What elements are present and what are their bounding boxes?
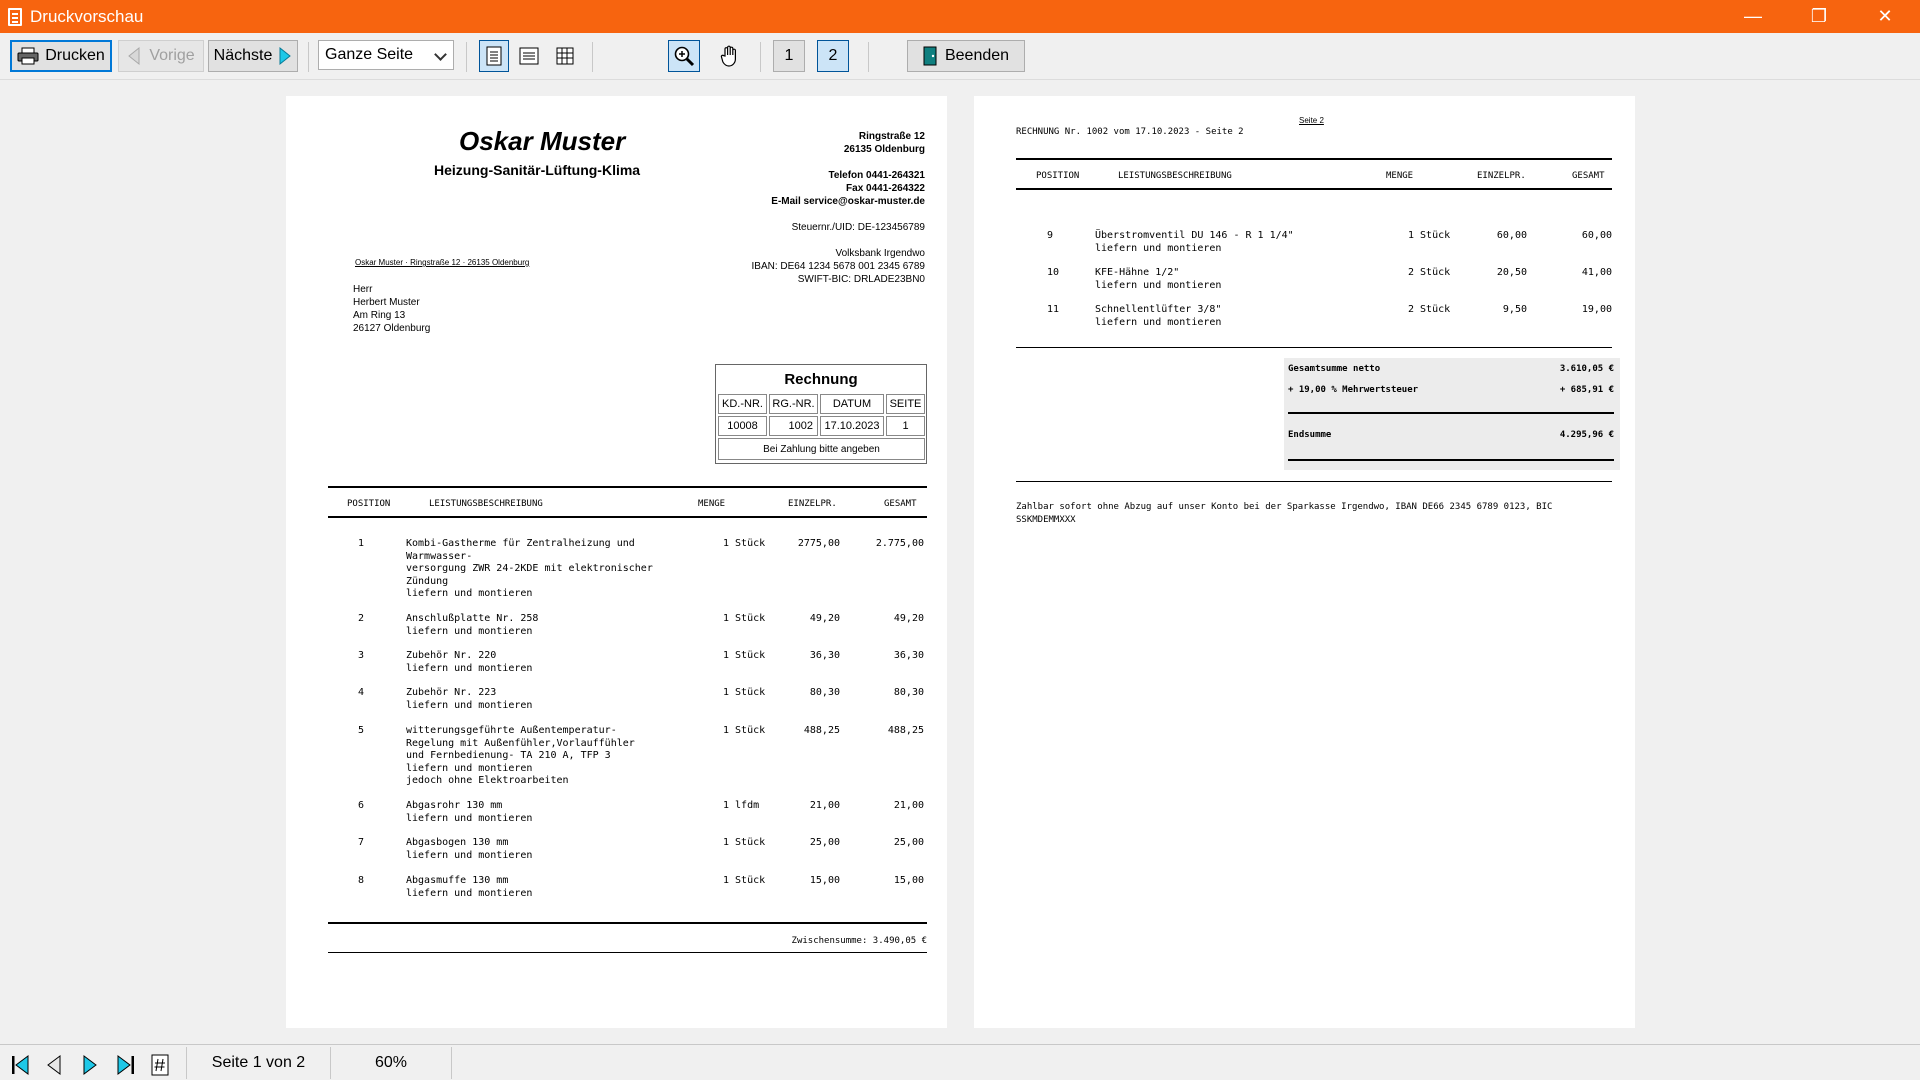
item-description-line: liefern und montieren bbox=[1095, 279, 1222, 291]
company-city: 26135 Oldenburg bbox=[843, 144, 925, 155]
last-page-button[interactable] bbox=[112, 1051, 140, 1079]
item-total: 15,00 bbox=[893, 875, 924, 886]
item-description-line: Abgasbogen 130 mm bbox=[406, 837, 509, 848]
end-total-label: Endsumme bbox=[1288, 430, 1332, 440]
table-header-rule bbox=[1016, 188, 1612, 190]
zoom-button[interactable] bbox=[668, 40, 700, 72]
item-description-line: liefern und montieren bbox=[406, 887, 533, 899]
item-quantity: 2 Stück bbox=[1408, 304, 1451, 315]
item-unit-price: 49,20 bbox=[809, 613, 840, 624]
date-value: 17.10.2023 bbox=[820, 416, 884, 436]
zoom-level: 60% bbox=[330, 1047, 452, 1079]
payment-note-line-2: SSKMDEMMXXX bbox=[1016, 515, 1076, 525]
item-unit-price: 36,30 bbox=[809, 650, 840, 661]
item-unit-price: 80,30 bbox=[809, 687, 840, 698]
magnifier-zoom-icon bbox=[673, 45, 695, 67]
totals-middle-rule bbox=[1288, 412, 1614, 414]
previous-page-status-button[interactable] bbox=[40, 1051, 68, 1079]
previous-page-button[interactable] bbox=[118, 40, 204, 72]
header-customer-number: KD.-NR. bbox=[718, 394, 767, 414]
zoom-mode-select[interactable] bbox=[318, 40, 454, 70]
zoom-mode-value: Ganze Seite bbox=[325, 46, 414, 63]
bank-name: Volksbank Irgendwo bbox=[835, 248, 925, 259]
net-total-label: Gesamtsumme netto bbox=[1288, 364, 1381, 374]
recipient-street: Am Ring 13 bbox=[353, 310, 406, 321]
preview-page-1 bbox=[286, 96, 947, 1028]
invoice-number-value: 1002 bbox=[769, 416, 818, 436]
arrow-right-icon bbox=[278, 46, 292, 66]
grid-icon bbox=[555, 46, 575, 66]
close-button[interactable]: ✕ bbox=[1877, 6, 1893, 26]
col-header-position: POSITION bbox=[1036, 171, 1080, 181]
exit-button-label: Beenden bbox=[944, 47, 1010, 64]
item-description-line: Kombi-Gastherme für Zentralheizung und bbox=[406, 538, 635, 549]
arrow-right-icon bbox=[81, 1053, 99, 1077]
item-description-line: witterungsgeführte Außentemperatur- bbox=[406, 725, 617, 736]
item-description-line: Abgasrohr 130 mm bbox=[406, 800, 503, 811]
item-quantity: 1 Stück bbox=[723, 613, 766, 624]
col-header-position: POSITION bbox=[347, 499, 391, 509]
col-header-unit-price: EINZELPR. bbox=[788, 499, 837, 509]
subtotal-top-rule bbox=[328, 922, 927, 924]
arrow-left-icon bbox=[127, 46, 141, 66]
vat-value: + 685,91 € bbox=[1559, 385, 1614, 395]
table-top-rule bbox=[328, 486, 927, 488]
subtotal: Zwischensumme: 3.490,05 € bbox=[791, 936, 927, 946]
item-description-line: liefern und montieren bbox=[406, 588, 533, 599]
payment-note-top-rule bbox=[1016, 481, 1612, 482]
payment-reference-note: Bei Zahlung bitte angeben bbox=[718, 438, 925, 460]
header-date: DATUM bbox=[820, 394, 884, 414]
item-total: 19,00 bbox=[1581, 304, 1612, 315]
item-total: 80,30 bbox=[893, 687, 924, 698]
totals-block bbox=[1284, 358, 1620, 470]
maximize-button[interactable]: ❐ bbox=[1810, 6, 1828, 26]
item-total: 25,00 bbox=[893, 837, 924, 848]
item-unit-price: 15,00 bbox=[809, 875, 840, 886]
status-bar bbox=[0, 1044, 1920, 1080]
bank-swift: SWIFT-BIC: DRLADE23BN0 bbox=[797, 274, 925, 285]
print-button[interactable] bbox=[10, 40, 112, 72]
totals-bottom-rule bbox=[1288, 459, 1614, 461]
end-total-value: 4.295,96 € bbox=[1559, 430, 1614, 440]
customer-number-value: 10008 bbox=[718, 416, 767, 436]
item-total: 21,00 bbox=[893, 800, 924, 811]
pan-hand-button[interactable] bbox=[714, 40, 746, 72]
bank-iban: IBAN: DE64 1234 5678 001 2345 6789 bbox=[751, 261, 925, 272]
item-position: 7 bbox=[358, 837, 365, 848]
item-quantity: 1 Stück bbox=[723, 687, 766, 698]
item-quantity: 2 Stück bbox=[1408, 267, 1451, 278]
item-description-line: Zubehör Nr. 220 bbox=[406, 650, 497, 661]
page-1-button[interactable]: 1 bbox=[773, 40, 805, 72]
item-description-line: KFE-Hähne 1/2" bbox=[1095, 267, 1180, 278]
item-unit-price: 21,00 bbox=[809, 800, 840, 811]
col-header-quantity: MENGE bbox=[698, 499, 726, 509]
exit-button[interactable] bbox=[907, 40, 1025, 72]
goto-page-button[interactable] bbox=[146, 1051, 174, 1079]
item-description-line: Schnellentlüfter 3/8" bbox=[1095, 304, 1222, 315]
toolbar-separator bbox=[308, 42, 309, 72]
subtotal-bottom-rule bbox=[328, 952, 927, 953]
company-street: Ringstraße 12 bbox=[858, 131, 925, 142]
item-position: 5 bbox=[358, 725, 365, 736]
item-description-line: jedoch ohne Elektroarbeiten bbox=[406, 775, 569, 786]
minimize-button[interactable]: — bbox=[1744, 6, 1762, 26]
preview-area[interactable] bbox=[0, 81, 1920, 1044]
item-position: 9 bbox=[1047, 230, 1054, 241]
item-position: 11 bbox=[1047, 304, 1060, 315]
item-description-line: Regelung mit Außenfühler,Vorlauffühler bbox=[406, 737, 635, 749]
single-page-view-button[interactable] bbox=[479, 40, 509, 72]
item-quantity: 1 Stück bbox=[723, 538, 766, 549]
company-name: Oskar Muster bbox=[459, 126, 626, 156]
vat-label: + 19,00 % Mehrwertsteuer bbox=[1288, 385, 1419, 395]
item-description-line: Zündung bbox=[406, 575, 449, 587]
item-unit-price: 60,00 bbox=[1496, 230, 1527, 241]
preview-page-2 bbox=[974, 96, 1635, 1028]
item-quantity: 1 lfdm bbox=[723, 800, 760, 811]
item-description-line: Anschlußplatte Nr. 258 bbox=[406, 613, 539, 624]
item-description-line: liefern und montieren bbox=[406, 699, 533, 711]
chevron-down-icon bbox=[434, 48, 447, 61]
arrow-left-icon bbox=[45, 1053, 63, 1077]
table-top-rule bbox=[1016, 158, 1612, 160]
item-description-line: liefern und montieren bbox=[406, 662, 533, 674]
print-button-label: Drucken bbox=[45, 47, 105, 64]
item-total: 49,20 bbox=[893, 613, 924, 624]
item-total: 41,00 bbox=[1581, 267, 1612, 278]
next-page-label: Nächste bbox=[213, 47, 273, 64]
item-position: 2 bbox=[358, 613, 365, 624]
item-quantity: 1 Stück bbox=[1408, 230, 1451, 241]
window-title: Druckvorschau bbox=[30, 6, 144, 26]
toolbar-separator bbox=[868, 42, 869, 72]
col-header-total: GESAMT bbox=[1572, 171, 1605, 181]
item-description-line: und Fernbedienung- TA 210 A, TFP 3 bbox=[406, 750, 611, 761]
item-description-line: liefern und montieren bbox=[1095, 316, 1222, 328]
recipient-city: 26127 Oldenburg bbox=[353, 323, 431, 334]
col-header-unit-price: EINZELPR. bbox=[1477, 171, 1526, 181]
single-page-icon bbox=[485, 46, 503, 66]
page-indicator: Seite 1 von 2 bbox=[186, 1047, 330, 1079]
last-page-icon bbox=[115, 1053, 137, 1077]
first-page-button[interactable] bbox=[6, 1051, 34, 1079]
item-description-line: Zubehör Nr. 223 bbox=[406, 687, 497, 698]
item-description-line: Überstromventil DU 146 - R 1 1/4" bbox=[1095, 230, 1294, 241]
item-description-line: liefern und montieren bbox=[406, 812, 533, 824]
printer-icon bbox=[17, 47, 39, 65]
payment-note-line-1: Zahlbar sofort ohne Abzug auf unser Konto bei der Sparkasse Irgendwo, IBAN DE66 2345 6789 0123, BIC bbox=[1016, 502, 1553, 512]
item-description-line: Abgasmuffe 130 mm bbox=[406, 875, 509, 886]
toolbar bbox=[0, 33, 1920, 80]
item-unit-price: 488,25 bbox=[803, 725, 840, 736]
invoice-title: Rechnung bbox=[784, 371, 858, 388]
company-fax: Fax 0441-264322 bbox=[846, 183, 925, 194]
item-description-line: liefern und montieren bbox=[406, 762, 533, 774]
recipient-name: Herbert Muster bbox=[353, 297, 420, 308]
two-pages-view-button[interactable] bbox=[514, 40, 544, 72]
item-total: 2.775,00 bbox=[875, 538, 924, 549]
col-header-quantity: MENGE bbox=[1386, 171, 1414, 181]
recipient-salutation: Herr bbox=[353, 284, 373, 295]
first-page-icon bbox=[9, 1053, 31, 1077]
item-description-line: Warmwasser- bbox=[406, 550, 473, 562]
previous-page-label: Vorige bbox=[149, 47, 195, 64]
page-2-label: Seite 2 bbox=[1299, 116, 1324, 125]
header-page: SEITE bbox=[886, 394, 925, 414]
hand-icon bbox=[720, 45, 740, 67]
invoice-info-box bbox=[715, 364, 927, 464]
item-total: 60,00 bbox=[1581, 230, 1612, 241]
net-total-value: 3.610,05 € bbox=[1559, 364, 1614, 374]
col-header-description: LEISTUNGSBESCHREIBUNG bbox=[1118, 171, 1232, 181]
company-tax-id: Steuernr./UID: DE-123456789 bbox=[791, 222, 925, 233]
print-preview-app-icon bbox=[8, 8, 22, 26]
item-unit-price: 20,50 bbox=[1496, 267, 1527, 278]
item-position: 4 bbox=[358, 687, 365, 698]
item-description-line: liefern und montieren bbox=[1095, 242, 1222, 254]
item-description-line: versorgung ZWR 24-2KDE mit elektronischer bbox=[406, 563, 653, 574]
door-exit-icon bbox=[923, 46, 937, 66]
item-unit-price: 2775,00 bbox=[797, 538, 840, 549]
toolbar-separator bbox=[592, 42, 593, 72]
item-unit-price: 9,50 bbox=[1502, 304, 1527, 315]
item-quantity: 1 Stück bbox=[723, 837, 766, 848]
item-quantity: 1 Stück bbox=[723, 875, 766, 886]
toolbar-separator bbox=[466, 42, 467, 72]
item-total: 488,25 bbox=[887, 725, 924, 736]
multi-page-view-button[interactable] bbox=[550, 40, 580, 72]
page-value: 1 bbox=[886, 416, 925, 436]
page-2-header-line: RECHNUNG Nr. 1002 vom 17.10.2023 - Seite 2 bbox=[1016, 127, 1244, 137]
totals-top-rule bbox=[1016, 347, 1612, 348]
item-position: 1 bbox=[358, 538, 365, 549]
two-pages-icon bbox=[519, 46, 539, 66]
item-unit-price: 25,00 bbox=[809, 837, 840, 848]
col-header-description: LEISTUNGSBESCHREIBUNG bbox=[429, 499, 543, 509]
item-description-line: liefern und montieren bbox=[406, 849, 533, 861]
page-2-button[interactable]: 2 bbox=[817, 40, 849, 72]
item-position: 8 bbox=[358, 875, 365, 886]
table-header-rule bbox=[328, 516, 927, 518]
company-trade: Heizung-Sanitär-Lüftung-Klima bbox=[434, 162, 641, 178]
item-quantity: 1 Stück bbox=[723, 650, 766, 661]
item-position: 6 bbox=[358, 800, 365, 811]
next-page-button[interactable] bbox=[208, 40, 298, 72]
col-header-total: GESAMT bbox=[884, 499, 917, 509]
item-position: 3 bbox=[358, 650, 365, 661]
sender-line: Oskar Muster · Ringstraße 12 · 26135 Oldenburg bbox=[355, 258, 530, 267]
company-phone: Telefon 0441-264321 bbox=[828, 170, 925, 181]
item-position: 10 bbox=[1047, 267, 1060, 278]
item-quantity: 1 Stück bbox=[723, 725, 766, 736]
company-email: E-Mail service@oskar-muster.de bbox=[771, 196, 925, 207]
header-invoice-number: RG.-NR. bbox=[769, 394, 818, 414]
page-number-icon bbox=[149, 1053, 171, 1077]
item-description-line: liefern und montieren bbox=[406, 625, 533, 637]
item-total: 36,30 bbox=[893, 650, 924, 661]
toolbar-separator bbox=[760, 42, 761, 72]
title-bar bbox=[0, 0, 1920, 33]
next-page-status-button[interactable] bbox=[76, 1051, 104, 1079]
